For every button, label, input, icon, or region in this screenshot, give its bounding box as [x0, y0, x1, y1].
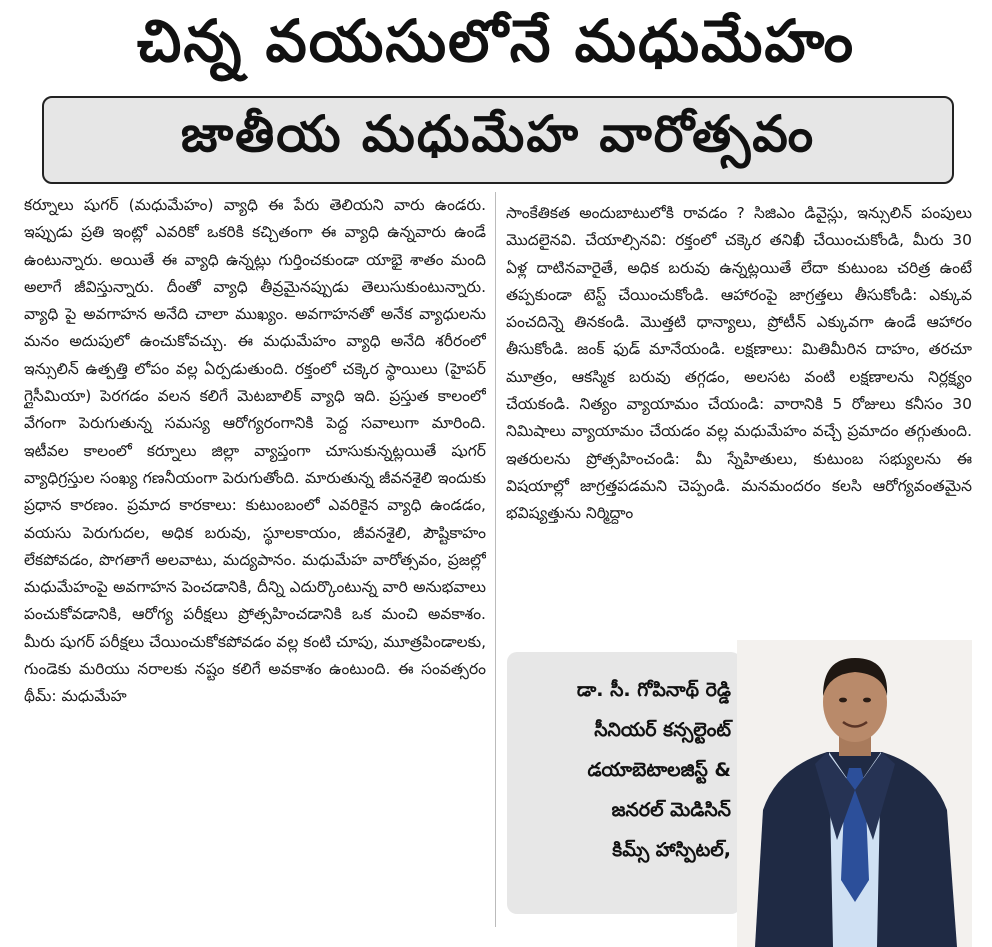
author-title: సీనియర్ కన్సల్టెంట్	[594, 719, 731, 741]
author-specialty-2: జనరల్ మెడిసిన్	[611, 799, 731, 821]
subheadline: జాతీయ మధుమేహ వారోత్సవం	[180, 104, 816, 163]
author-name: డా. సీ. గోపినాథ్ రెడ్డి	[576, 679, 731, 701]
author-byline	[507, 652, 741, 914]
column-divider	[495, 192, 496, 927]
author-hospital: కిమ్స్ హాస్పిటల్,	[612, 839, 731, 861]
author-specialty: డయాబెటాలజిస్ట్ &	[587, 759, 731, 781]
article-left-column: కర్నూలు షుగర్ (మధుమేహం) వ్యాధి ఈ పేరు తెలియని వారు ఉండరు. ఇప్పుడు ప్రతి ఇంట్లో ఎవరికో ఒకరికి కచ్చితంగా ఈ వ్యాధి ఉన్నవారు ఉండే ఉంటున్నారు. అయితే ఈ వ్యాధి ఉన్నట్లు గుర్తించకుండా యాభై శాతం మంది అలాగే జీవిస్తున్నారు. దీంతో వ్యాధి తీవ్రమైనప్పుడు తెలుసుకుంటున్నారు. వ్యాధి పై అవగాహన అనేది చాలా ముఖ్యం. అవగాహనతో అనేక వ్యాధులను మనం అదుపులో ఉంచుకోవచ్చు. ఈ మధుమేహం వ్యాధి అనేది శరీరంలో ఇన్సులిన్ ఉత్పత్తి లోపం వల్ల ఏర్పడుతుంది. రక్తంలో చక్కెర స్థాయిలు (హైపర్ గ్లైసీమియా) పెరగడం వలన కలిగే మెటబాలిక్ వ్యాధి ఇది. ప్రస్తుత కాలంలో వేగంగా పెరుగుతున్న సమస్య ఆరోగ్యరంగానికి పెద్ద సవాలుగా మారింది. ఇటీవల కాలంలో కర్నూలు జిల్లా వ్యాప్తంగా చూసుకున్నట్లయితే షుగర్ వ్యాధిగ్రస్తుల సంఖ్య గణనీయంగా పెరుగుతోంది. మారుతున్న జీవనశైలి ఇందుకు ప్రధాన కారణం. ప్రమాద కారకాలు: కుటుంబంలో ఎవరికైన వ్యాధి ఉండడం, వయసు పెరుగుదల, అధిక బరువు, స్థూలకాయం, జీవనశైలి, పౌష్టికాహం లేకపోవడం, పొగతాగే అలవాటు, మద్యపానం. మధుమేహ వారోత్సవం, ప్రజల్లో మధుమేహంపై అవగాహన పెంచడానికి, దీన్ని ఎదుర్కొంటున్న వారి అనుభవాలు పంచుకోవడానికి, ఆరోగ్య పరీక్షలు ప్రోత్సహించడానికి ఒక మంచి అవకాశం. మీరు షుగర్ పరీక్షలు చేయించుకోకపోవడం వల్ల కంటి చూపు, మూత్రపిండాలకు, గుండెకు మరియు నరాలకు నష్టం కలిగే అవకాశం ఉంటుంది. ఈ సంవత్సరం థీమ్: మధుమేహ	[24, 196, 486, 706]
doctor-portrait-icon	[737, 640, 972, 947]
subheadline-box	[42, 96, 954, 184]
author-photo	[737, 640, 972, 947]
article-right-column: సాంకేతికత అందుబాటులోకి రావడం ? సిజిఎం డివైస్లు, ఇన్సులిన్ పంపులు మొదలైనవి. చేయాల్సినవి: రక్తంలో చక్కెర తనిఖీ చేయించుకోండి, మీరు 30 ఏళ్ల దాటినవారైతే, అధిక బరువు ఉన్నట్లయితే లేదా కుటుంబ చరిత్ర ఉంటే తప్పకుండా టెస్ట్ చేయించుకోండి. ఆహారంపై జాగ్రత్తలు తీసుకోండి: ఎక్కువ పంచదిన్నె తినకండి. మొత్తటి ధాన్యాలు, ప్రోటీన్ ఎక్కువగా ఉండే ఆహారం తీసుకోండి. జంక్ ఫుడ్ మానేయండి. లక్షణాలు: మితిమీరిన దాహం, తరచూ మూత్రం, ఆకస్మిక బరువు తగ్గడం, అలసట వంటి లక్షణాలను నిర్లక్ష్యం చేయకండి. నిత్యం వ్యాయామం చేయండి: వారానికి 5 రోజులు కనీసం 30 నిమిషాలు వ్యాయామం చేయడం వల్ల మధుమేహం వచ్చే ప్రమాదం తగ్గుతుంది. ఇతరులను ప్రోత్సహించండి: మీ స్నేహితులు, కుటుంబ సభ్యులను ఈ విషయాల్లో జాగ్రత్తపడమని చెప్పండి. మనమందరం కలసి ఆరోగ్యవంతమైన భవిష్యత్తును నిర్మిద్దాం	[506, 204, 972, 523]
headline: చిన్న వయసులోనే మధుమేహం	[136, 6, 856, 75]
